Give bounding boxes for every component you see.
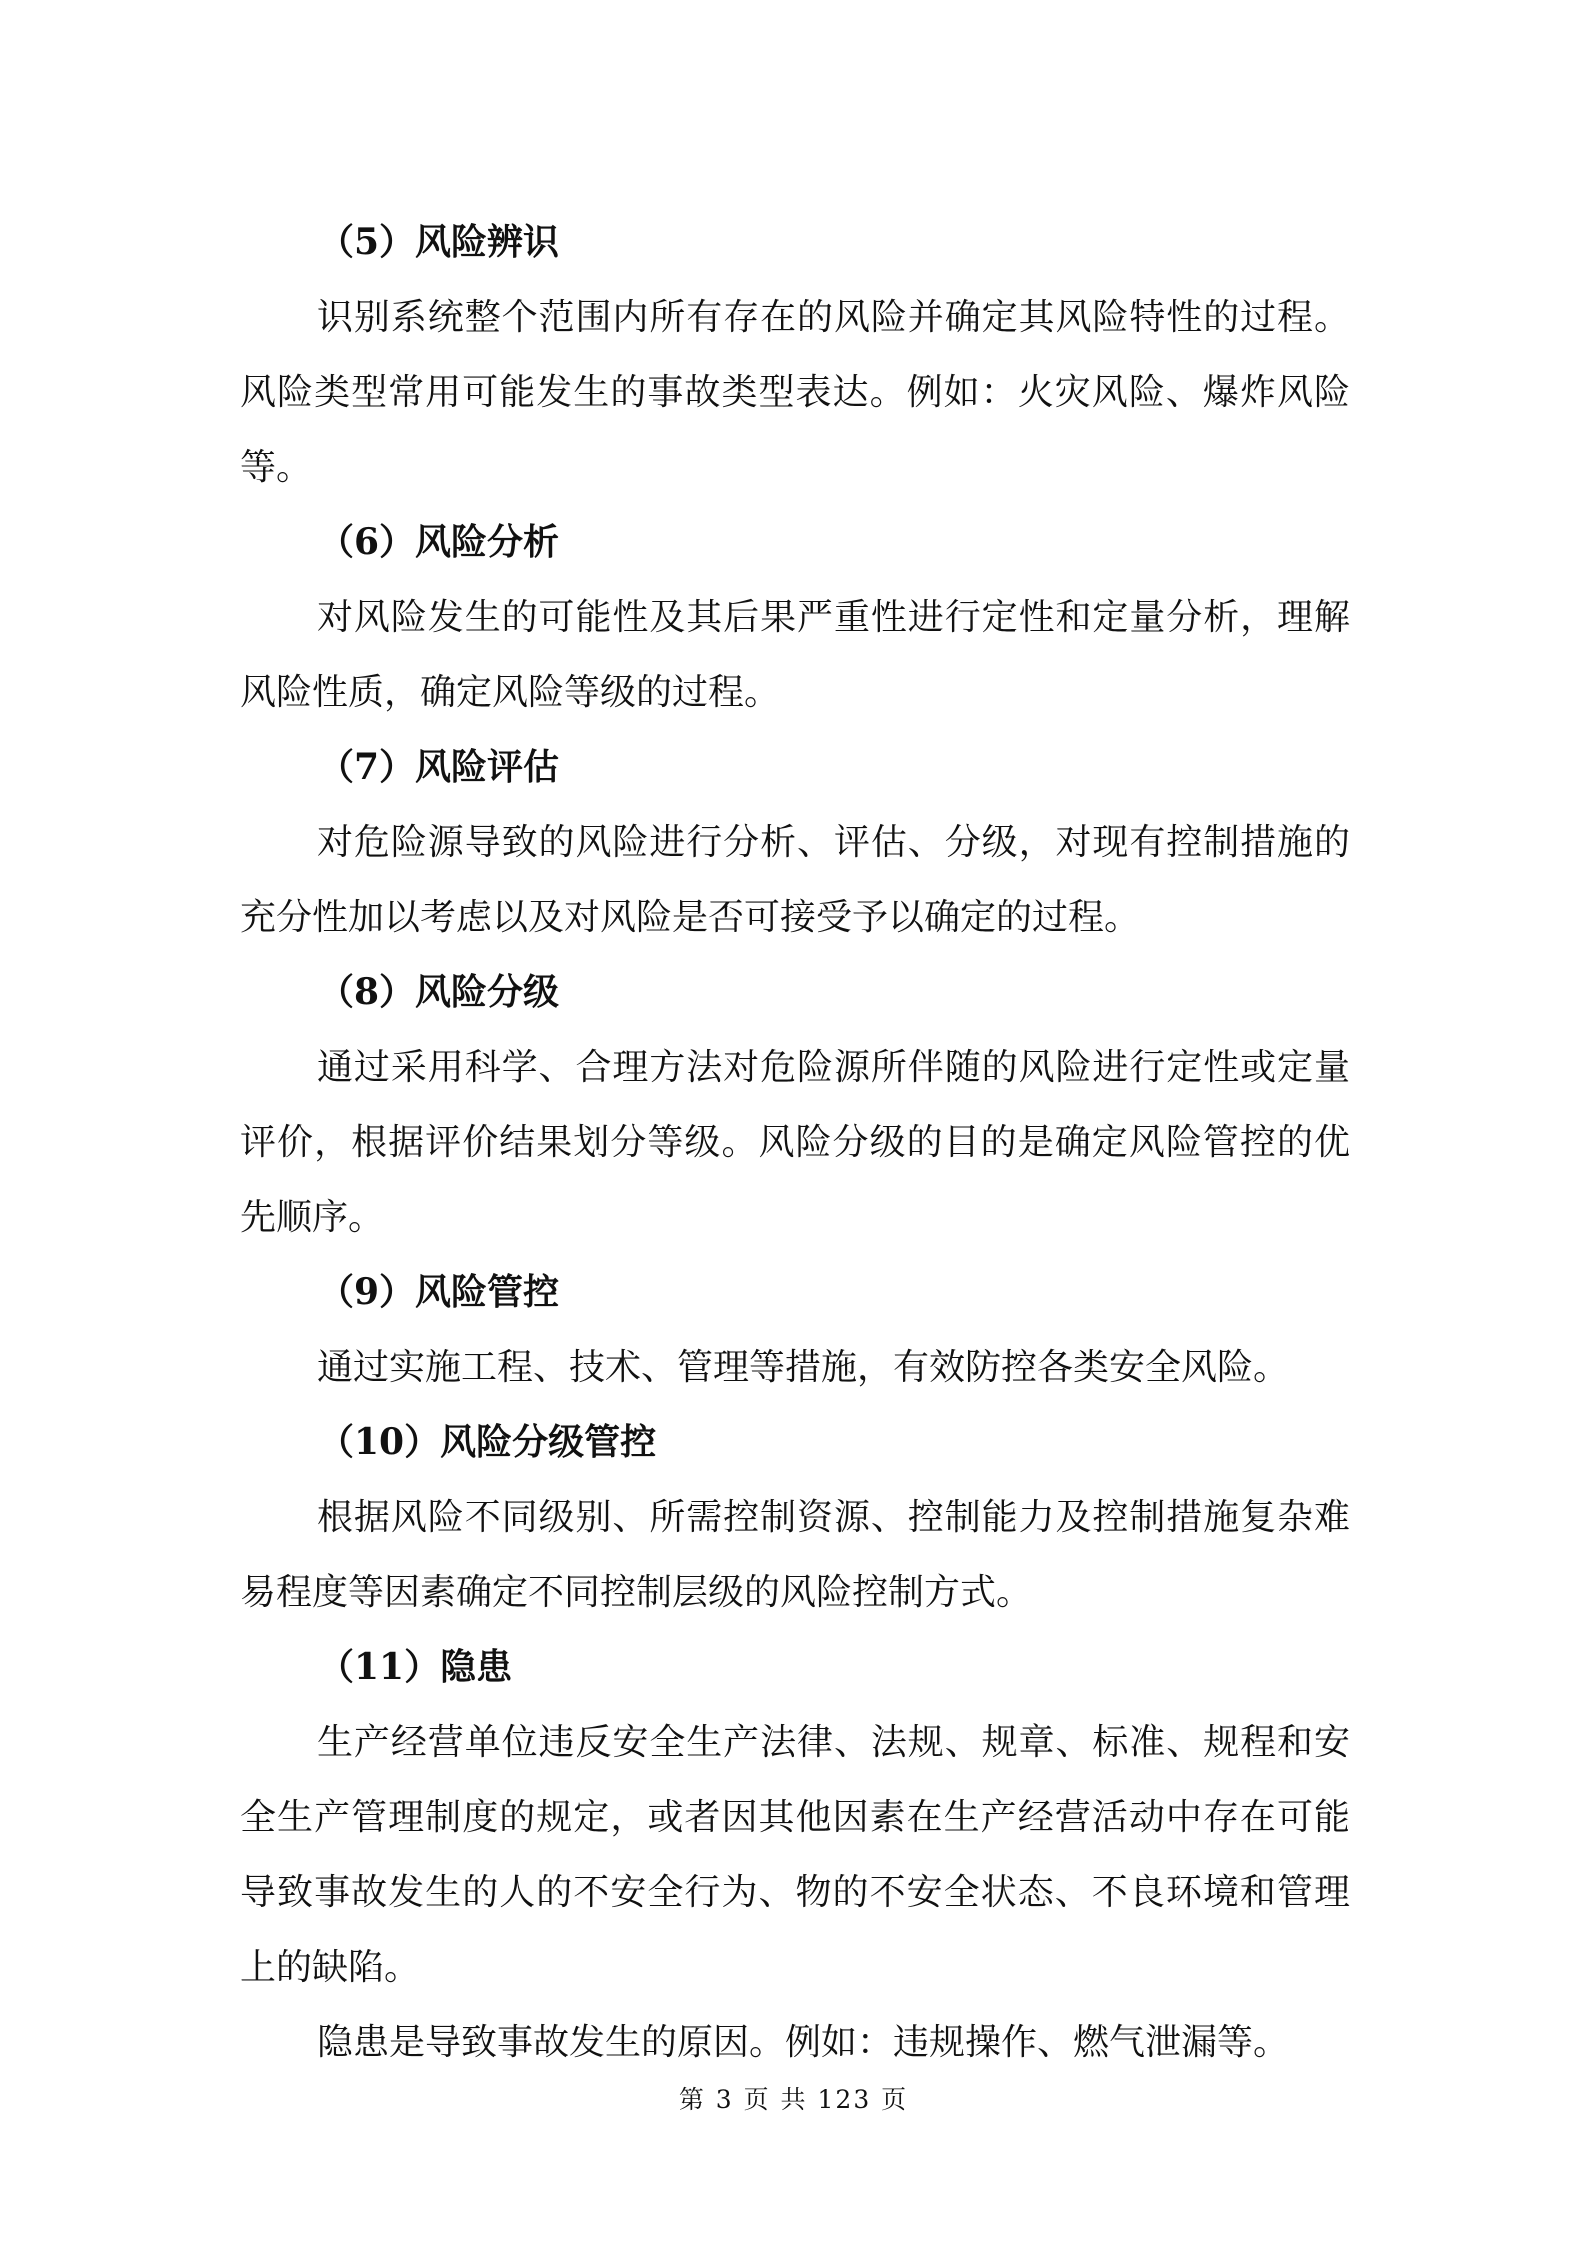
section-heading: （5）风险辨识 (318, 221, 560, 263)
section-heading: （8）风险分级 (318, 971, 560, 1013)
paragraph: 对危险源导致的风险进行分析、评估、分级，对现有控制措施的充分性加以考虑以及对风险是否可接受予以确定的过程。 (240, 822, 1350, 938)
paragraph: 通过实施工程、技术、管理等措施，有效防控各类安全风险。 (317, 1347, 1290, 1388)
section-heading: （6）风险分析 (318, 521, 560, 563)
paragraph: 识别系统整个范围内所有存在的风险并确定其风险特性的过程。风险类型常用可能发生的事故类型表达。例如：火灾风险、爆炸风险等。 (240, 297, 1350, 488)
paragraph: 对风险发生的可能性及其后果严重性进行定性和定量分析，理解风险性质，确定风险等级的过程。 (240, 597, 1350, 713)
paragraph: 根据风险不同级别、所需控制资源、控制能力及控制措施复杂难易程度等因素确定不同控制层级的风险控制方式。 (240, 1497, 1350, 1613)
paragraph: 隐患是导致事故发生的原因。例如：违规操作、燃气泄漏等。 (317, 2022, 1290, 2063)
page-number-footer: 第 3 页 共 123 页 (678, 2085, 909, 2114)
document-body (240, 205, 1350, 2080)
section-heading: （10）风险分级管控 (318, 1421, 657, 1463)
section-heading: （11）隐患 (318, 1646, 513, 1688)
paragraph: 生产经营单位违反安全生产法律、法规、规章、标准、规程和安全生产管理制度的规定，或者因其他因素在生产经营活动中存在可能导致事故发生的人的不安全行为、物的不安全状态、不良环境和管理上的缺陷。 (240, 1722, 1350, 1988)
section-heading: （7）风险评估 (318, 746, 560, 788)
section-heading: （9）风险管控 (318, 1271, 560, 1313)
paragraph: 通过采用科学、合理方法对危险源所伴随的风险进行定性或定量评价，根据评价结果划分等级。风险分级的目的是确定风险管控的优先顺序。 (240, 1047, 1350, 1238)
